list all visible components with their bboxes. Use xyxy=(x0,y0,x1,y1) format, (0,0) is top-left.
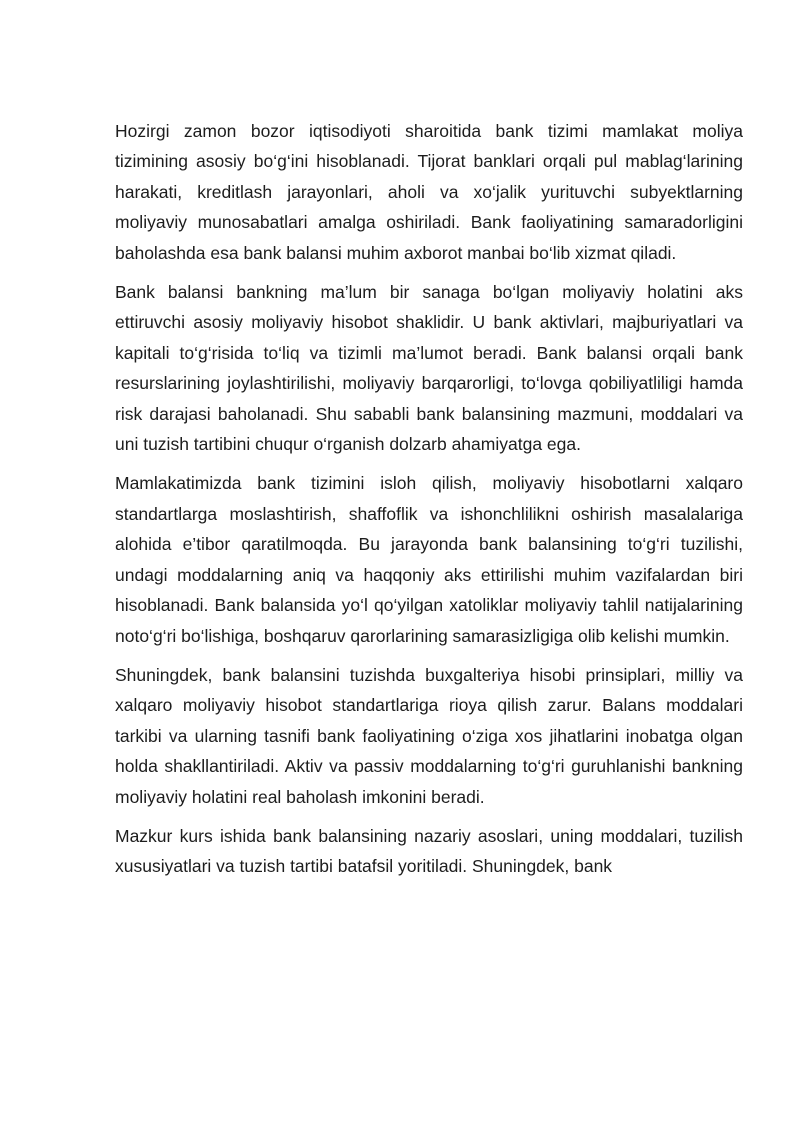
paragraph-4: Shuningdek, bank balansini tuzishda buxgalteriya hisobi prinsiplari, milliy va xalqaro moliyaviy hisobot standartlariga rioya qilish zarur. Balans moddalari tarkibi va ularning tasnifi bank faoliyatining o‘ziga xos jihatlarini inobatga olgan holda shakllantiriladi. Aktiv va passiv moddalarning to‘g‘ri guruhlanishi bankning moliyaviy holatini real baholash imkonini beradi. xyxy=(115,664,743,807)
paragraph-3: Mamlakatimizda bank tizimini isloh qilish, moliyaviy hisobotlarni xalqaro standartlarga moslashtirish, shaffoflik va ishonchlilikni oshirish masalalariga alohida e’tibor qaratilmoqda. Bu jarayonda bank balansining to‘g‘ri tuzilishi, undagi moddalarning aniq va haqqoniy aks ettirilishi muhim vazifalardan biri hisoblanadi. Bank balansida yo‘l qo‘yilgan xatoliklar moliyaviy tahlil natijalarining noto‘g‘ri bo‘lishiga, boshqaruv qarorlarining samarasizligiga olib kelishi mumkin. xyxy=(115,473,743,646)
document-body xyxy=(115,116,743,882)
paragraph-5: Mazkur kurs ishida bank balansining nazariy asoslari, uning moddalari, tuzilish xususiyatlari va tuzish tartibi batafsil yoritiladi. Shuningdek, bank xyxy=(115,825,743,877)
paragraph-2: Bank balansi bankning ma’lum bir sanaga bo‘lgan moliyaviy holatini aks ettiruvchi asosiy moliyaviy hisobot shaklidir. U bank aktivlari, majburiyatlari va kapitali to‘g‘risida to‘liq va tizimli ma’lumot beradi. Bank balansi orqali bank resurslarining joylashtirilishi, moliyaviy barqarorligi, to‘lovga qobiliyatliligi hamda risk darajasi baholanadi. Shu sababli bank balansining mazmuni, moddalari va uni tuzish tartibini chuqur o‘rganish dolzarb ahamiyatga ega. xyxy=(115,282,743,455)
paragraph-1: Hozirgi zamon bozor iqtisodiyoti sharoitida bank tizimi mamlakat moliya tizimining asosiy bo‘g‘ini hisoblanadi. Tijorat banklari orqali pul mablag‘larining harakati, kreditlash jarayonlari, aholi va xo‘jalik yurituvchi subyektlarning moliyaviy munosabatlari amalga oshiriladi. Bank faoliyatining samaradorligini baholashda esa bank balansi muhim axborot manbai bo‘lib xizmat qiladi. xyxy=(115,121,743,263)
